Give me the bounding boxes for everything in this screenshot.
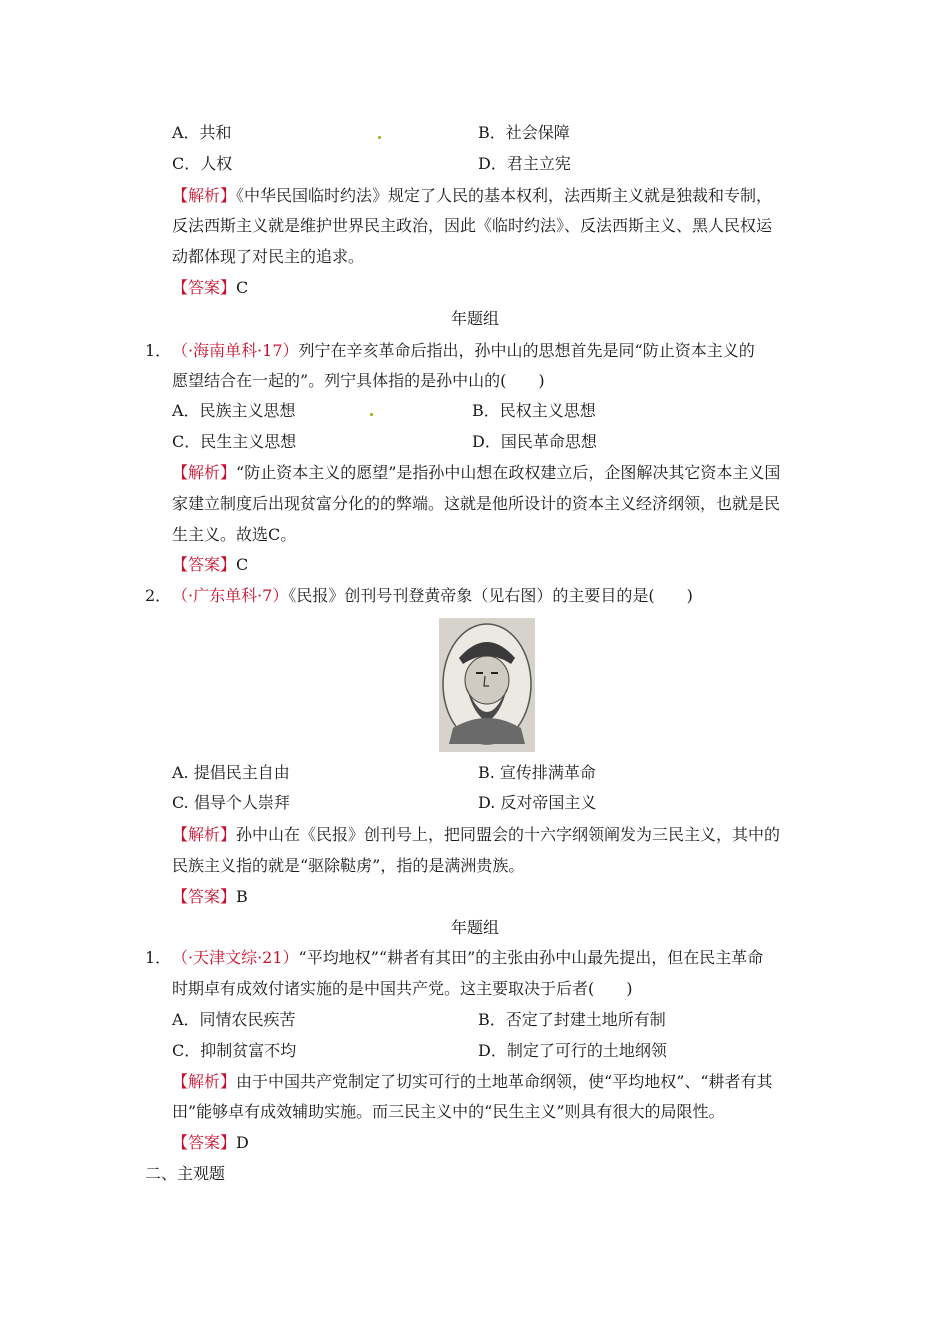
- answer-tag: 【答案】: [172, 278, 237, 297]
- section-heading: 二、主观题: [145, 1164, 226, 1183]
- question-number: 2．: [145, 586, 172, 605]
- answer-tag: 【答案】: [172, 555, 237, 574]
- option-d: D．国民革命思想: [472, 432, 597, 451]
- option-c: C．抑制贫富不均: [172, 1041, 297, 1060]
- analysis-tag: 【解析】: [172, 1072, 237, 1091]
- analysis-line-2: 民族主义指的就是“驱除鞑虏”，指的是满洲贵族。: [172, 856, 525, 875]
- analysis-line-1: 【解析】孙中山在《民报》创刊号上，把同盟会的十六字纲领阐发为三民主义，其中的: [172, 825, 781, 844]
- analysis-tag: 【解析】: [172, 825, 237, 844]
- answer-line: 【答案】B: [172, 887, 248, 906]
- option-b: B．否定了封建土地所有制: [478, 1010, 666, 1029]
- option-d: D．制定了可行的土地纲领: [478, 1041, 667, 1060]
- option-a: A. 提倡民主自由: [172, 763, 290, 782]
- question-stem-line-2: 时期卓有成效付诸实施的是中国共产党。这主要取决于后者( ): [172, 979, 633, 998]
- q0-option-b: B．社会保障: [478, 123, 570, 142]
- q0-analysis-line-1: 【解析】《中华民国临时约法》规定了人民的基本权利，法西斯主义就是独裁和专制，: [172, 186, 773, 205]
- question-number: 1．: [145, 341, 172, 360]
- option-b: B. 宣传排满革命: [478, 763, 596, 782]
- q0-analysis-line-3: 动都体现了对民主的追求。: [172, 247, 365, 266]
- q0-option-d: D．君主立宪: [478, 154, 571, 173]
- q0-option-c: C．人权: [172, 154, 233, 173]
- question-source: （·海南单科·17）: [172, 341, 299, 360]
- option-c: C．民生主义思想: [172, 432, 297, 451]
- option-d: D. 反对帝国主义: [478, 793, 597, 812]
- huangdi-portrait-image: [439, 618, 535, 752]
- question-stem-line-2: 愿望结合在一起的”。列宁具体指的是孙中山的( ): [172, 371, 545, 390]
- option-a: A．民族主义思想: [172, 401, 296, 420]
- analysis-line-1: 【解析】“防止资本主义的愿望”是指孙中山想在政权建立后，企图解决其它资本主义国: [172, 463, 781, 482]
- analysis-line-3: 生主义。故选C。: [172, 525, 297, 544]
- analysis-tag: 【解析】: [172, 463, 237, 482]
- q0-analysis-line-2: 反法西斯主义就是维护世界民主政治，因此《临时约法》、反法西斯主义、黑人民权运: [172, 216, 773, 235]
- question-stem: （·广东单科·7）《民报》创刊号刊登黄帝象（见右图）的主要目的是( ): [172, 586, 693, 605]
- question-source: （·广东单科·7）: [172, 586, 289, 605]
- option-b: B．民权主义思想: [472, 401, 596, 420]
- group-title: 年题组: [450, 918, 499, 937]
- answer-tag: 【答案】: [172, 1133, 237, 1152]
- question-stem-line-1: （·海南单科·17）列宁在辛亥革命后指出，孙中山的思想首先是同“防止资本主义的: [172, 341, 755, 360]
- q0-option-a: A．共和: [172, 123, 232, 142]
- analysis-tag: 【解析】: [172, 186, 237, 205]
- question-number: 1．: [145, 948, 172, 967]
- speck-mark: [370, 413, 373, 416]
- option-a: A．同情农民疾苦: [172, 1010, 296, 1029]
- answer-line: 【答案】C: [172, 555, 249, 574]
- answer-tag: 【答案】: [172, 887, 237, 906]
- analysis-line-2: 田”能够卓有成效辅助实施。而三民主义中的“民生主义”则具有很大的局限性。: [172, 1102, 725, 1121]
- option-c: C. 倡导个人崇拜: [172, 793, 290, 812]
- analysis-line-2: 家建立制度后出现贫富分化的的弊端。这就是他所设计的资本主义经济纲领，也就是民: [172, 494, 781, 513]
- portrait-drawing: [439, 618, 535, 752]
- speck-mark: [378, 136, 381, 139]
- answer-line: 【答案】D: [172, 1133, 249, 1152]
- question-source: （·天津文综·21）: [172, 948, 299, 967]
- question-stem-line-1: （·天津文综·21）“平均地权”“耕者有其田”的主张由孙中山最先提出，但在民主革命: [172, 948, 764, 967]
- analysis-line-1: 【解析】由于中国共产党制定了切实可行的土地革命纲领，使“平均地权”、“耕者有其: [172, 1072, 773, 1091]
- group-title: 年题组: [450, 309, 499, 328]
- q0-answer: 【答案】C: [172, 278, 249, 297]
